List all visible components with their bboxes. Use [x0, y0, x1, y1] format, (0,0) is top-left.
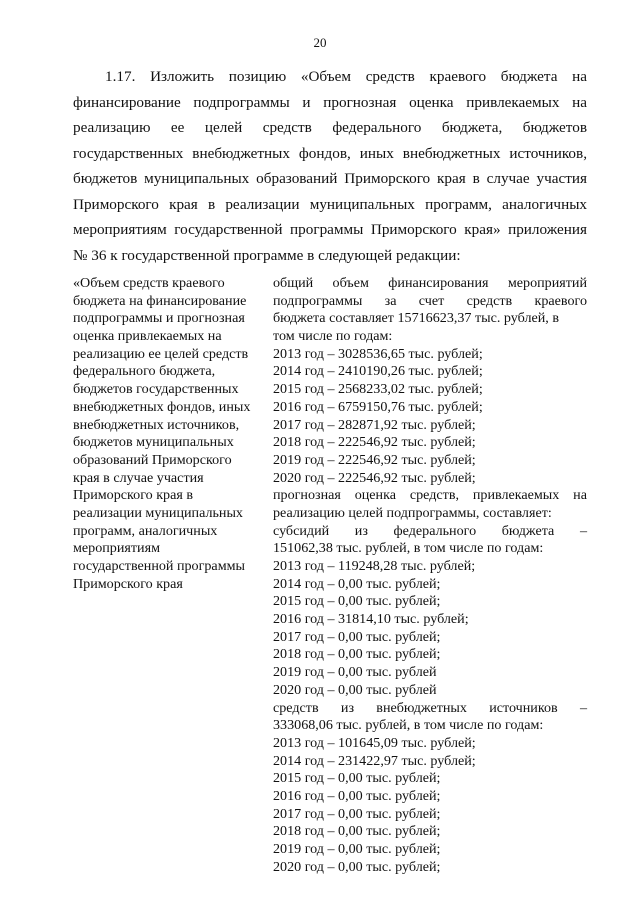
left-column-line: бюджетов муниципальных	[73, 434, 234, 451]
left-column-line: программ, аналогичных	[73, 522, 218, 539]
intro-line: мероприятиям государственной программы Приморского края» приложения	[73, 221, 587, 238]
left-column-line: реализацию ее целей средств	[73, 345, 249, 362]
left-column-line: реализации муниципальных	[73, 504, 243, 521]
year-amount-line: 2019 год – 0,00 тыс. рублей	[273, 664, 437, 681]
right-column-line: прогнозная оценка средств, привлекаемых на	[273, 487, 587, 504]
left-column-line: подпрограммы и прогнозная	[73, 310, 245, 327]
page-number: 20	[313, 35, 327, 50]
left-column-line: мероприятиям	[73, 540, 160, 557]
year-amount-line: 2015 год – 2568233,02 тыс. рублей;	[273, 381, 483, 398]
left-column-line: внебюджетных фондов, иных	[73, 398, 251, 415]
left-column-line: бюджета на финансирование	[73, 292, 247, 309]
intro-line: бюджетов муниципальных образований Приморского края в случае участия	[73, 170, 587, 187]
position-value-column	[273, 275, 587, 876]
intro-line: 1.17. Изложить позицию «Объем средств краевого бюджета на	[105, 68, 587, 85]
year-amount-line: 2019 год – 0,00 тыс. рублей;	[273, 841, 441, 857]
left-column-line: оценка привлекаемых на	[73, 328, 222, 345]
year-amount-line: 2015 год – 0,00 тыс. рублей;	[273, 593, 441, 610]
year-amount-line: 2019 год – 222546,92 тыс. рублей;	[273, 451, 476, 468]
left-column-line: образований Приморского	[73, 451, 232, 468]
year-amount-line: 2013 год – 101645,09 тыс. рублей;	[273, 734, 476, 751]
year-amount-line: 2020 год – 222546,92 тыс. рублей;	[273, 469, 476, 486]
year-amount-line: 2020 год – 0,00 тыс. рублей;	[273, 858, 441, 875]
year-amount-line: 2018 год – 0,00 тыс. рублей;	[273, 646, 441, 663]
position-name-column	[73, 275, 265, 593]
right-column-line: бюджета составляет 15716623,37 тыс. рублей, в	[273, 310, 560, 327]
intro-line: государственных внебюджетных фондов, иных внебюджетных источников,	[73, 144, 587, 162]
year-amount-line: 2013 год – 119248,28 тыс. рублей;	[273, 558, 476, 574]
intro-line: Приморского края в реализации муниципальных программ, аналогичных	[73, 195, 587, 213]
right-column-line: 151062,38 тыс. рублей, в том числе по годам:	[273, 540, 544, 557]
right-column-line: средств из внебюджетных источников –	[273, 699, 587, 716]
right-column-line: общий объем финансирования мероприятий	[273, 275, 587, 291]
year-amount-line: 2018 год – 0,00 тыс. рублей;	[273, 823, 441, 840]
right-column-line: реализацию целей подпрограммы, составляет:	[273, 504, 552, 521]
left-column-line: бюджетов государственных	[73, 381, 239, 398]
left-column-line: края в случае участия	[73, 469, 204, 486]
intro-line: финансирование подпрограммы и прогнозная оценка привлекаемых на	[73, 93, 587, 111]
intro-line: реализацию ее целей средств федерального бюджета, бюджетов	[73, 119, 587, 136]
year-amount-line: 2017 год – 0,00 тыс. рублей;	[273, 628, 441, 645]
left-column-line: государственной программы	[73, 558, 245, 574]
year-amount-line: 2016 год – 0,00 тыс. рублей;	[273, 787, 441, 804]
right-column-line: субсидий из федерального бюджета –	[273, 522, 587, 539]
year-amount-line: 2020 год – 0,00 тыс. рублей	[273, 681, 437, 698]
left-column-line: Приморского края	[73, 575, 183, 592]
right-column-line: 333068,06 тыс. рублей, в том числе по годам:	[273, 717, 544, 734]
year-amount-line: 2015 год – 0,00 тыс. рублей;	[273, 770, 441, 787]
left-column-line: федерального бюджета,	[73, 363, 216, 380]
year-amount-line: 2014 год – 0,00 тыс. рублей;	[273, 575, 441, 592]
intro-paragraph	[73, 64, 587, 268]
intro-line: № 36 к государственной программе в следующей редакции:	[73, 246, 461, 264]
year-amount-line: 2018 год – 222546,92 тыс. рублей;	[273, 434, 476, 451]
year-amount-line: 2016 год – 31814,10 тыс. рублей;	[273, 611, 469, 628]
year-amount-line: 2016 год – 6759150,76 тыс. рублей;	[273, 398, 483, 415]
year-amount-line: 2017 год – 0,00 тыс. рублей;	[273, 805, 441, 822]
right-column-line: подпрограммы за счет средств краевого	[273, 292, 587, 309]
left-column-line: Приморского края в	[73, 487, 194, 504]
position-table	[73, 275, 587, 875]
left-column-line: «Объем средств краевого	[73, 275, 225, 291]
year-amount-line: 2013 год – 3028536,65 тыс. рублей;	[273, 345, 483, 362]
right-column-line: том числе по годам:	[273, 328, 393, 345]
year-amount-line: 2014 год – 2410190,26 тыс. рублей;	[273, 363, 483, 380]
left-column-line: внебюджетных источников,	[73, 416, 240, 433]
year-amount-line: 2014 год – 231422,97 тыс. рублей;	[273, 752, 476, 769]
year-amount-line: 2017 год – 282871,92 тыс. рублей;	[273, 416, 476, 433]
